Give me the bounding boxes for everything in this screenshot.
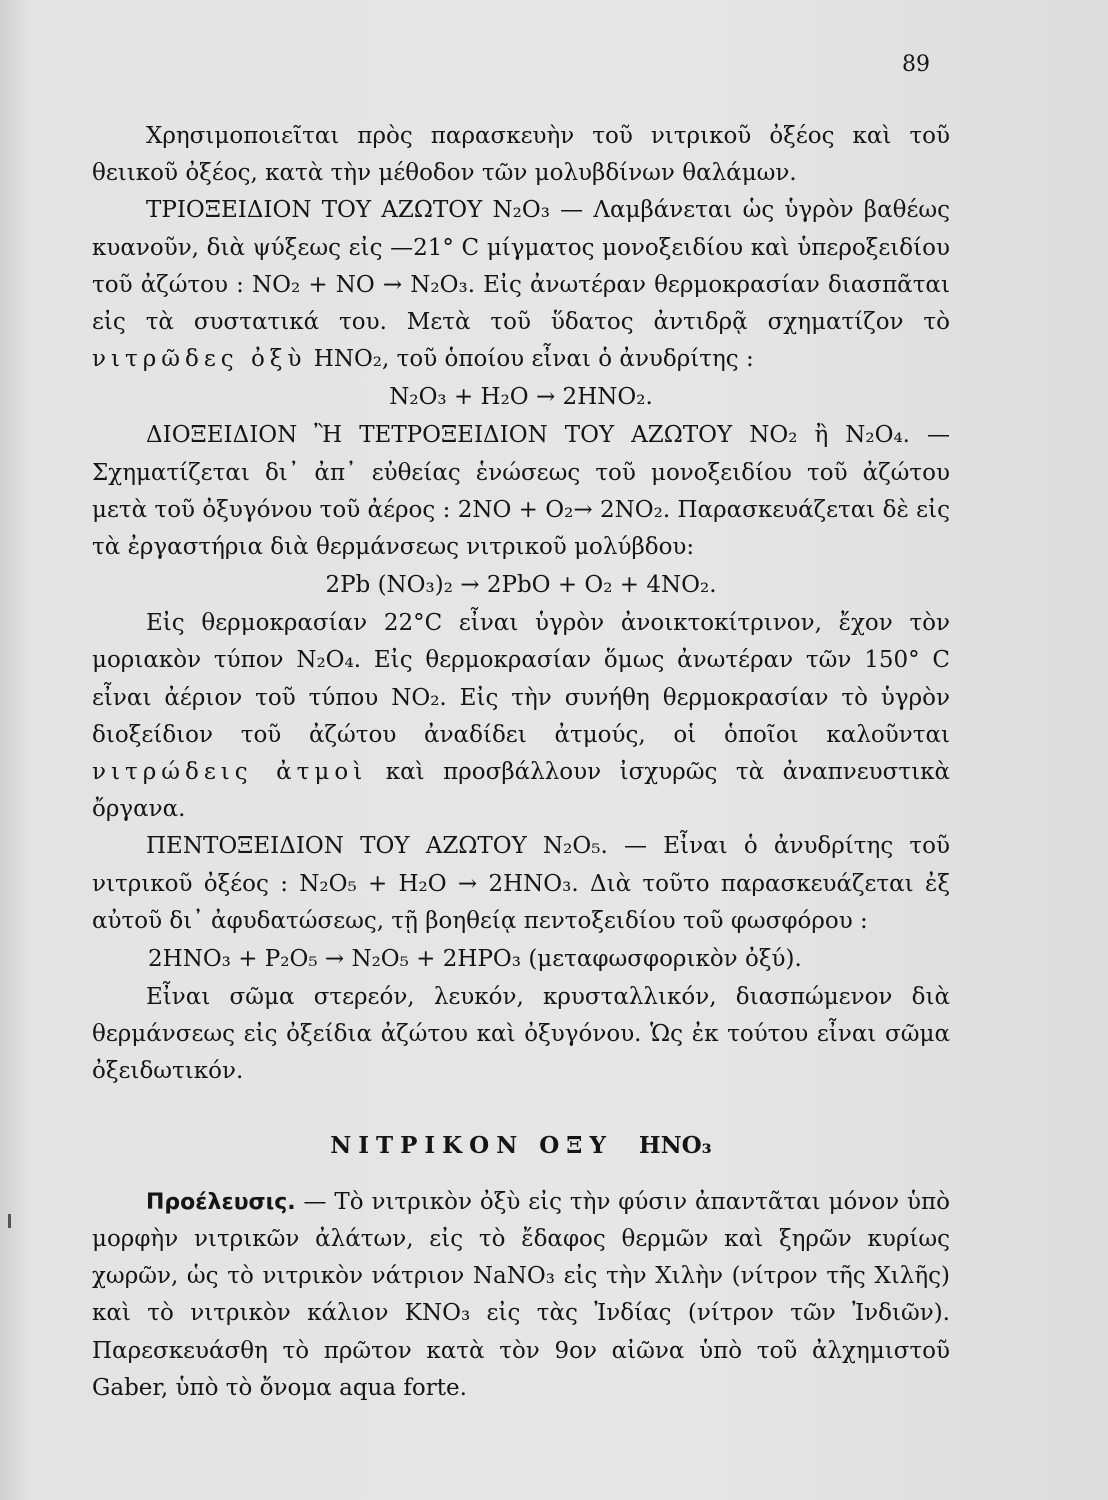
paragraph-4-spaced: νιτρώδεις ἀτμοὶ xyxy=(92,759,368,786)
paragraph-7-text: — Τὸ νιτρικὸν ὀξὺ εἰς τὴν φύσιν ἀπαντᾶται μόνον ὑπὸ μορφὴν νιτρικῶν ἀλάτων, εἰς τὸ ἔδαφος θερμῶν καὶ ξηρῶν κυρίως χωρῶν, ὡς τὸ νιτρικὸν νάτριον NaNO₃ εἰς τὴν Χιλὴν (νίτρον τῆς Χιλῆς) καὶ τὸ νιτρικὸν κάλιον KNO₃ εἰς τὰς Ἰνδίας (νίτρον τῶν Ἰνδιῶν). Παρεσκευάσθη τὸ πρῶτον κατὰ τὸν 9ον αἰῶνα ὑπὸ τοῦ ἀλχημιστοῦ Gaber, ὑπὸ τὸ ὄνομα aqua forte. xyxy=(92,1188,950,1401)
paragraph-7-lead: Προέλευσις. xyxy=(146,1189,296,1215)
paragraph-5: ΠΕΝΤΟΞΕΙΔΙΟΝ ΤΟΥ ΑΖΩΤΟΥ N₂O₅. — Εἶναι ὁ ἀνυδρίτης τοῦ νιτρικοῦ ὀξέος : N₂O₅ + H₂O → 2HNO₃. Διὰ τοῦτο παρασκευάζεται ἐξ αὐτοῦ δι᾽ ἀφυδατώσεως, τῇ βοηθείᾳ πεντοξειδίου τοῦ φωσφόρου : xyxy=(92,833,950,934)
paragraph-4-tail: καὶ προσβάλλουν ἰσχυρῶς τὰ ἀναπνευστικὰ ὄργανα. xyxy=(92,759,951,823)
section-heading xyxy=(92,1127,950,1164)
paragraph-7 xyxy=(92,1184,950,1407)
paragraph-1: Χρησιμοποιεῖται πρὸς παρασκευὴν τοῦ νιτρικοῦ ὀξέος καὶ τοῦ θειικοῦ ὀξέος, κατὰ τὴν μέθοδον τῶν μολυβδίνων θαλάμων. xyxy=(92,123,950,187)
section-heading-formula: HNO₃ xyxy=(638,1131,712,1159)
equation-3: 2HNO₃ + P₂O₅ → N₂O₅ + 2HPO₃ (μεταφωσφορικὸν ὀξύ). xyxy=(148,946,802,973)
paragraph-3: ΔΙΟΞΕΙΔΙΟΝ Ἢ ΤΕΤΡΟΞΕΙΔΙΟΝ ΤΟΥ ΑΖΩΤΟΥ NO₂ ἢ N₂O₄. — Σχηματίζεται δι᾽ ἀπ᾽ εὐθείας ἑνώσεως τοῦ μονοξειδίου τοῦ ἀζώτου μετὰ τοῦ ὀξυγόνου τοῦ ἀέρος : 2NO + O₂→ 2NO₂. Παρασκευάζεται δὲ εἰς τὰ ἐργαστήρια διὰ θερμάνσεως νιτρικοῦ μολύβδου: xyxy=(92,422,950,561)
paragraph-2-text: ΤΡΙΟΞΕΙΔΙΟΝ ΤΟΥ ΑΖΩΤΟΥ N₂O₃ — Λαμβάνεται ὡς ὑγρὸν βαθέως κυανοῦν, διὰ ψύξεως εἰς —21° C μίγματος μονοξειδίου καὶ ὑπεροξειδίου τοῦ ἀζώτου : NO₂ + NO → N₂O₃. Εἰς ἀνωτέραν θερμοκρασίαν διασπᾶται εἰς τὰ συστατικά του. Μετὰ τοῦ ὕδατος ἀντιδρᾷ σχηματίζον τὸ xyxy=(92,197,950,336)
page-number: 89 xyxy=(902,52,930,77)
paragraph-2-tail: HNO₂, τοῦ ὁποίου εἶναι ὁ ἀνυδρίτης : xyxy=(313,346,754,373)
paragraph-4-head: Εἰς θερμοκρασίαν 22°C εἶναι ὑγρὸν ἀνοικτοκίτρινον, ἔχον τὸν μοριακὸν τύπον N₂O₄. Εἰς θερμοκρασίαν ὅμως ἀνωτέραν τῶν 150° C εἶναι ἀέριον τοῦ τύπου NO₂. Εἰς τὴν συνήθη θερμοκρασίαν τὸ ὑγρὸν διοξείδιον τοῦ ἀζώτου ἀναδίδει ἀτμούς, οἱ ὁποῖοι καλοῦνται xyxy=(92,610,950,748)
paragraph-6: Εἶναι σῶμα στερεόν, λευκόν, κρυσταλλικόν, διασπώμενον διὰ θερμάνσεως εἰς ὀξείδια ἀζώτου καὶ ὀξυγόνου. Ὡς ἐκ τούτου εἶναι σῶμα ὀξειδωτικόν. xyxy=(92,984,950,1085)
body-text xyxy=(92,118,950,1407)
equation-1: N₂O₃ + H₂O → 2HNO₂. xyxy=(389,384,653,411)
paragraph-2-spaced: νιτρῶδες ὀξὺ xyxy=(92,346,307,373)
equation-2: 2Pb (NO₃)₂ → 2PbO + O₂ + 4NO₂. xyxy=(325,572,717,599)
paragraph-2 xyxy=(92,192,950,378)
section-heading-title: ΝΙΤΡΙΚΟΝ ΟΞΥ xyxy=(330,1131,613,1159)
paragraph-4 xyxy=(92,605,950,828)
margin-mark xyxy=(8,1214,11,1228)
